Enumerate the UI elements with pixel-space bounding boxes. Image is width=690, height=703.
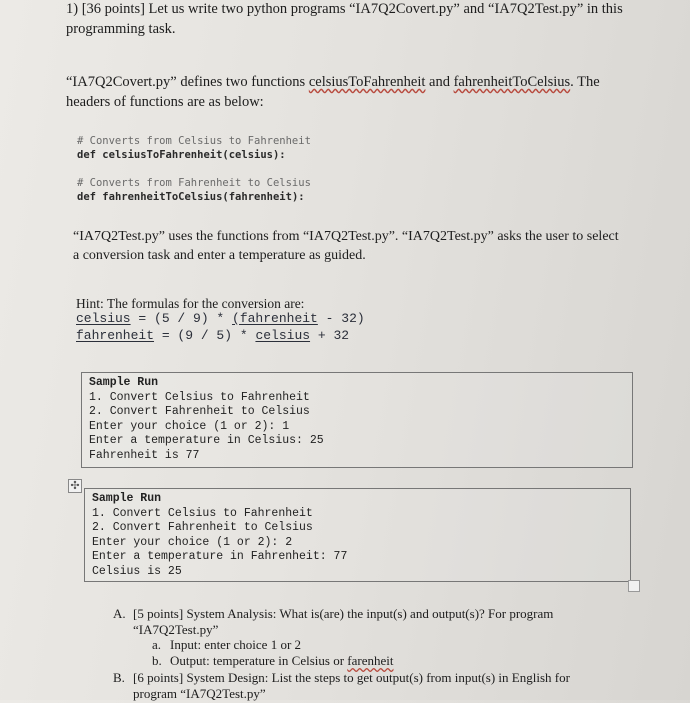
intro-fn2: fahrenheitToCelsius [453,74,571,90]
part-a-item-a-label: a. [152,637,162,652]
part-b-line-2: program “IA7Q2Test.py” [133,686,266,701]
code-def-1 [77,148,286,162]
hint-f2-end: + 32 [310,328,350,343]
part-a-item-b-text [170,653,393,669]
hint-f1-var: celsius [76,311,131,326]
hint-formula-1 [76,311,365,326]
sample-run-1-line: Enter your choice (1 or 2): 1 [89,419,290,433]
sample-run-1-box [81,372,633,468]
question-line-1: 1) [36 points] Let us write two python programs “IA7Q2Covert.py” and “IA7Q2Test.py” in this [66,1,623,17]
part-a-item-a-text: Input: enter choice 1 or 2 [170,637,302,652]
code-def-1-keyword: def [77,149,103,161]
intro-suffix: . The [570,74,600,90]
sample-run-1-line: Fahrenheit is 77 [89,448,200,462]
sample-run-2-line: Enter your choice (1 or 2): 2 [92,535,293,549]
intro-fn1: celsiusToFahrenheit [308,74,426,90]
part-a-item-b-label: b. [152,653,162,668]
code-def-2-signature: fahrenheitToCelsius(fahrenheit): [102,191,305,203]
hint-f1-end: - 32) [317,311,365,326]
test-desc-line-2: a conversion task and enter a temperature as guided. [73,248,366,263]
sample-run-2-box [84,488,631,582]
sample-run-2-line: Celsius is 25 [92,564,182,578]
hint-f1-var2: (fahrenheit [232,311,318,326]
code-comment-2: # Converts from Fahrenheit to Celsius [77,177,311,189]
sample-run-1-title: Sample Run [89,376,159,389]
part-b-line-1: [6 points] System Design: List the steps to get output(s) from input(s) in English for [133,670,570,685]
hint-f2-var: fahrenheit [76,328,155,343]
hint-formula-2 [76,328,349,343]
question-line-2: programming task. [66,21,176,37]
hint-title: Hint: The formulas for the conversion are: [76,296,305,311]
part-b-label: B. [113,670,125,685]
sample-run-2-line: 1. Convert Celsius to Fahrenheit [92,506,313,520]
part-a-item-b-word: farenheit [347,653,394,668]
part-a-line-2: “IA7Q2Test.py” [133,622,219,637]
code-def-2-keyword: def [77,191,103,203]
sample-run-2-line: Enter a temperature in Fahrenheit: 77 [92,550,348,563]
code-def-1-signature: celsiusToFahrenheit(celsius): [102,149,286,161]
intro-prefix: “IA7Q2Covert.py” defines two functions [66,74,309,90]
table-resize-handle[interactable] [628,580,640,592]
sample-run-1-line: 1. Convert Celsius to Fahrenheit [89,390,310,404]
test-desc-line-1: “IA7Q2Test.py” uses the functions from “IA7Q2Test.py”. “IA7Q2Test.py” asks the user to select [73,229,619,244]
intro-line-1 [66,73,600,91]
part-a-label: A. [113,606,126,621]
hint-f1-mid: = (5 / 9) * [130,311,233,326]
hint-f2-var2: celsius [255,328,311,343]
move-icon[interactable]: ✣ [68,479,82,493]
hint-f2-mid: = (9 / 5) * [154,328,256,343]
intro-and: and [425,74,454,90]
sample-run-1-line: Enter a temperature in Celsius: 25 [89,434,324,447]
code-comment-1: # Converts from Celsius to Fahrenheit [77,135,311,147]
code-def-2 [77,190,305,204]
sample-run-1-line: 2. Convert Fahrenheit to Celsius [89,405,310,418]
intro-line-2: headers of functions are as below: [66,94,264,110]
part-a-item-b-prefix: Output: temperature in Celsius or [170,653,348,668]
part-a-line-1: [5 points] System Analysis: What is(are) the input(s) and output(s)? For program [133,606,554,621]
sample-run-2-line: 2. Convert Fahrenheit to Celsius [92,521,313,534]
sample-run-2-title: Sample Run [92,492,162,505]
